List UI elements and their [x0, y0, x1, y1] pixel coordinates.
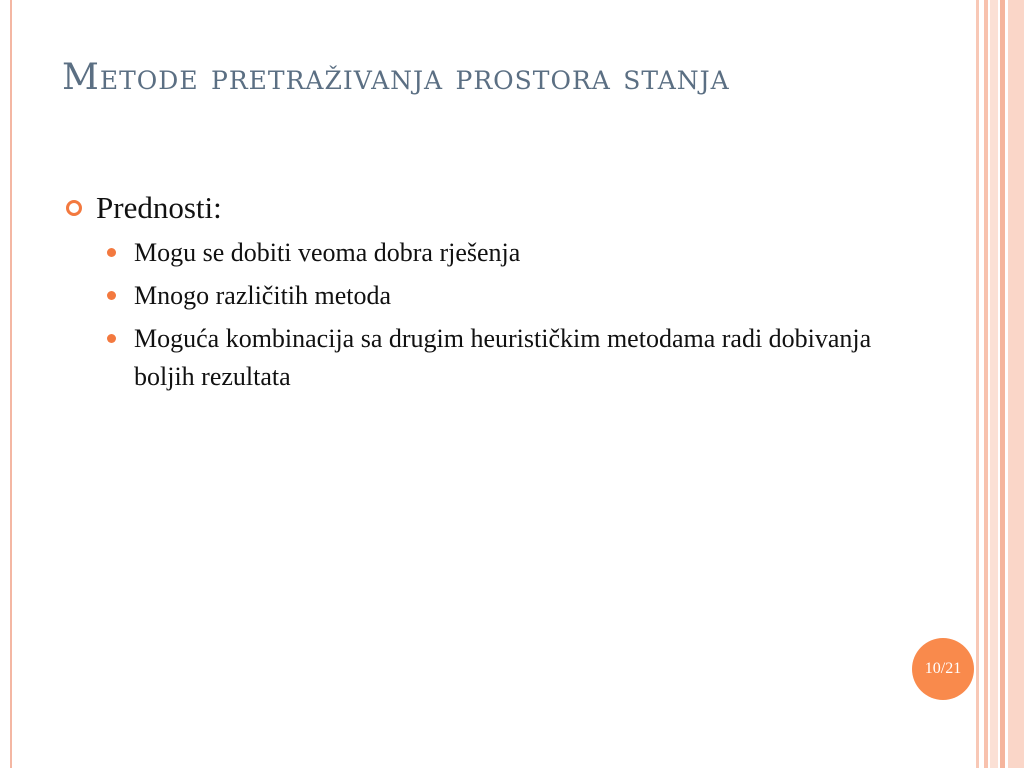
slide-title: Metode pretraživanja prostora stanja	[62, 57, 730, 98]
decor-stripe	[976, 0, 979, 768]
sub-bullet-text: Mogu se dobiti veoma dobra rješenja	[134, 238, 521, 267]
sub-bullet-item	[64, 320, 924, 396]
right-decorative-stripes	[976, 0, 1024, 768]
sub-bullet-text: Mnogo različitih metoda	[134, 281, 392, 310]
sub-bullet-item	[64, 234, 924, 272]
sub-bullet-item	[64, 277, 924, 315]
decor-stripe	[984, 0, 988, 768]
left-border-line	[10, 0, 12, 768]
bullet-level-1	[64, 186, 924, 230]
bullet-label: Prednosti:	[96, 190, 222, 225]
decor-stripe	[1000, 0, 1005, 768]
decor-stripe	[990, 0, 998, 768]
dot-bullet-icon	[107, 334, 116, 343]
dot-bullet-icon	[107, 291, 116, 300]
sub-bullet-text: Moguća kombinacija sa drugim heurističkim metodama radi dobivanja boljih rezultata	[134, 324, 872, 391]
dot-bullet-icon	[107, 248, 116, 257]
slide-content	[64, 186, 924, 401]
decor-stripe	[1008, 0, 1024, 768]
ring-bullet-icon	[66, 200, 82, 216]
page-number-badge: 10/21	[912, 638, 974, 700]
